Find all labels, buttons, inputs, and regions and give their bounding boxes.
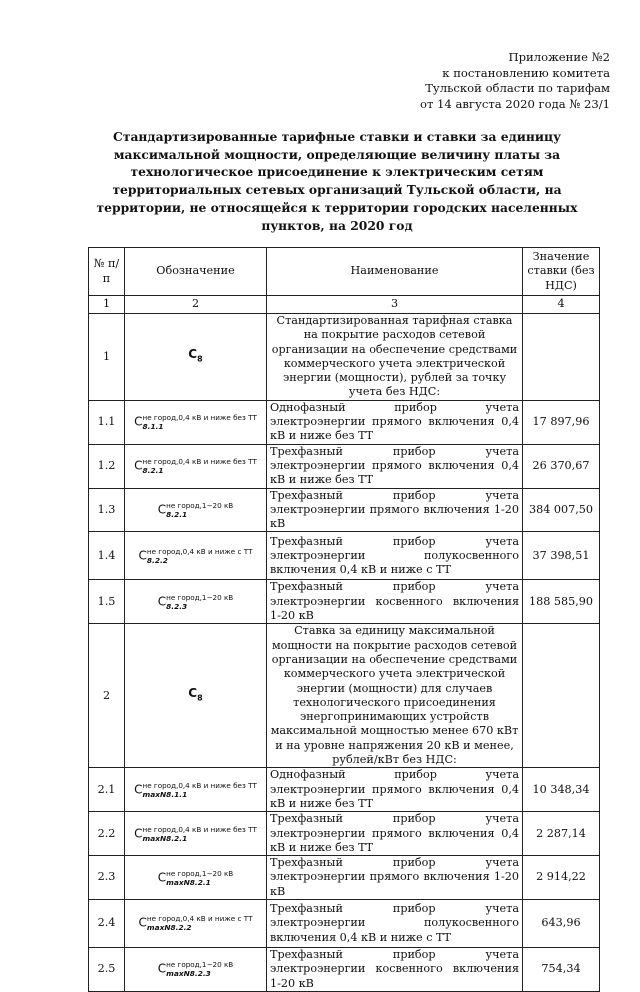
row-value: 10 348,34 <box>523 768 600 812</box>
table-row <box>89 812 600 856</box>
row-number: 2 <box>89 624 125 768</box>
designation-subscript: 8.1.1 <box>142 422 164 432</box>
designation-superscript: не город,1−20 кВ <box>166 592 234 602</box>
table-row <box>89 488 600 532</box>
row-number: 1.5 <box>89 580 125 624</box>
rates-table <box>88 247 600 992</box>
appendix-line: Приложение №2 <box>508 50 610 64</box>
table-row <box>89 444 600 488</box>
index-cell: 4 <box>523 296 600 314</box>
index-cell: 2 <box>125 296 267 314</box>
header-designation: Обозначение <box>125 248 267 296</box>
row-name: Ставка за единицу максимальной мощности на покрытие расходов сетевой организации на обеспечение средствами коммерческого учета электрической энергии (мощности) для случаев технологического присоединения энергопринимающих устройств максимальной мощностью менее 670 кВт и на уровне напряжения 20 кВ и менее, рублей/кВт без НДС: <box>267 624 523 768</box>
row-value: 17 897,96 <box>523 400 600 444</box>
header-name: Наименование <box>267 248 523 296</box>
designation-base: C <box>134 458 143 473</box>
index-cell: 3 <box>267 296 523 314</box>
row-value: 37 398,51 <box>523 532 600 580</box>
row-name: Стандартизированная тарифная ставка на покрытие расходов сетевой организации на обеспечение средствами коммерческого учета электрической энергии (мощности), рублей за точку учета без НДС: <box>267 314 523 401</box>
designation-base: C <box>138 915 147 930</box>
designation-base: C <box>134 826 143 841</box>
row-designation <box>125 580 267 624</box>
row-designation <box>125 812 267 856</box>
designation-subscript: 8 <box>197 693 203 703</box>
designation-base: C <box>157 502 167 517</box>
row-designation <box>125 488 267 532</box>
row-designation <box>125 768 267 812</box>
designation-base: C <box>188 685 198 700</box>
appendix-line: от 14 августа 2020 года № 23/1 <box>419 96 610 111</box>
designation-subscript: maxN8.2.2 <box>146 923 192 933</box>
designation-superscript: не город,0,4 кВ и ниже без ТТ <box>142 457 257 467</box>
designation-superscript: не город,1−20 кВ <box>166 960 234 970</box>
row-name: Трехфазный прибор учета электроэнергии полукосвенного включения 0,4 кВ и ниже с ТТ <box>267 532 523 580</box>
row-value: 643,96 <box>523 899 600 947</box>
designation-superscript: не город,0,4 кВ и ниже без ТТ <box>142 780 257 790</box>
row-name: Трехфазный прибор учета электроэнергии прямого включения 0,4 кВ и ниже без ТТ <box>267 444 523 488</box>
row-name: Трехфазный прибор учета электроэнергии прямого включения 0,4 кВ и ниже без ТТ <box>267 812 523 856</box>
row-name: Трехфазный прибор учета электроэнергии полукосвенного включения 0,4 кВ и ниже с ТТ <box>267 899 523 947</box>
row-designation <box>125 899 267 947</box>
designation-superscript: не город,0,4 кВ и ниже с ТТ <box>146 546 253 556</box>
row-name: Трехфазный прибор учета электроэнергии косвенного включения 1-20 кВ <box>267 947 523 991</box>
designation-superscript: не город,1−20 кВ <box>166 868 234 878</box>
row-number: 1.2 <box>89 444 125 488</box>
row-number: 1.3 <box>89 488 125 532</box>
row-designation <box>125 532 267 580</box>
appendix-block <box>420 50 610 112</box>
table-row <box>89 400 600 444</box>
row-name: Трехфазный прибор учета электроэнергии прямого включения 1-20 кВ <box>267 488 523 532</box>
designation-base: C <box>157 870 167 885</box>
row-value: 2 287,14 <box>523 812 600 856</box>
designation-superscript: не город,0,4 кВ и ниже с ТТ <box>146 914 253 924</box>
row-number: 2.3 <box>89 856 125 900</box>
header-value: Значение ставки (без НДС) <box>523 248 600 296</box>
designation-subscript: maxN8.2.1 <box>166 877 211 887</box>
row-name: Однофазный прибор учета электроэнергии прямого включения 0,4 кВ и ниже без ТТ <box>267 768 523 812</box>
table-row <box>89 580 600 624</box>
document-title: Стандартизированные тарифные ставки и ставки за единицу максимальной мощности, определяющие величину платы за технологическое присоединение к электрическим сетям территориальных сетевых организаций Тульской области, на территории, не относящейся к территории городских населенных пунктов, на 2020 год <box>96 129 578 233</box>
row-name: Трехфазный прибор учета электроэнергии прямого включения 1-20 кВ <box>267 856 523 900</box>
designation-subscript: maxN8.2.1 <box>142 833 188 843</box>
row-number: 2.1 <box>89 768 125 812</box>
row-number: 2.4 <box>89 899 125 947</box>
row-name: Трехфазный прибор учета электроэнергии косвенного включения 1-20 кВ <box>267 580 523 624</box>
row-designation <box>125 856 267 900</box>
designation-base: C <box>188 347 198 362</box>
header-num: № п/п <box>89 248 125 296</box>
row-number: 2.2 <box>89 812 125 856</box>
table-row <box>89 899 600 947</box>
designation-base: C <box>157 961 167 976</box>
designation-subscript: 8.2.2 <box>146 555 168 565</box>
designation-superscript: не город,0,4 кВ и ниже без ТТ <box>142 413 257 423</box>
row-value: 26 370,67 <box>523 444 600 488</box>
row-number: 2.5 <box>89 947 125 991</box>
row-value: 188 585,90 <box>523 580 600 624</box>
row-value: 2 914,22 <box>523 856 600 900</box>
row-value <box>523 314 600 401</box>
row-number: 1.1 <box>89 400 125 444</box>
table-row <box>89 532 600 580</box>
row-number: 1 <box>89 314 125 401</box>
designation-subscript: 8.2.1 <box>142 466 164 476</box>
row-value: 384 007,50 <box>523 488 600 532</box>
table-row <box>89 624 600 768</box>
designation-subscript: 8 <box>197 354 203 364</box>
row-name: Однофазный прибор учета электроэнергии прямого включения 0,4 кВ и ниже без ТТ <box>267 400 523 444</box>
designation-subscript: 8.2.1 <box>166 510 188 519</box>
row-designation <box>125 314 267 401</box>
appendix-line: к постановлению комитета <box>442 65 610 80</box>
table-row <box>89 947 600 991</box>
designation-subscript: 8.2.3 <box>166 601 188 611</box>
designation-superscript: не город,1−20 кВ <box>166 501 234 510</box>
table-index-row <box>89 296 600 314</box>
row-designation <box>125 624 267 768</box>
index-cell: 1 <box>89 296 125 314</box>
designation-base: C <box>134 782 143 797</box>
row-number: 1.4 <box>89 532 125 580</box>
row-designation <box>125 400 267 444</box>
table-row <box>89 314 600 401</box>
row-designation <box>125 444 267 488</box>
designation-base: C <box>138 548 147 563</box>
table-row <box>89 856 600 900</box>
appendix-line: Тульской области по тарифам <box>425 81 610 96</box>
designation-superscript: не город,0,4 кВ и ниже без ТТ <box>142 824 257 834</box>
row-value: 754,34 <box>523 947 600 991</box>
designation-base: C <box>134 414 143 429</box>
table-row <box>89 768 600 812</box>
table-header-row <box>89 248 600 296</box>
row-designation <box>125 947 267 991</box>
designation-base: C <box>157 594 167 609</box>
row-value <box>523 624 600 768</box>
designation-subscript: maxN8.1.1 <box>142 789 188 799</box>
designation-subscript: maxN8.2.3 <box>166 969 211 979</box>
